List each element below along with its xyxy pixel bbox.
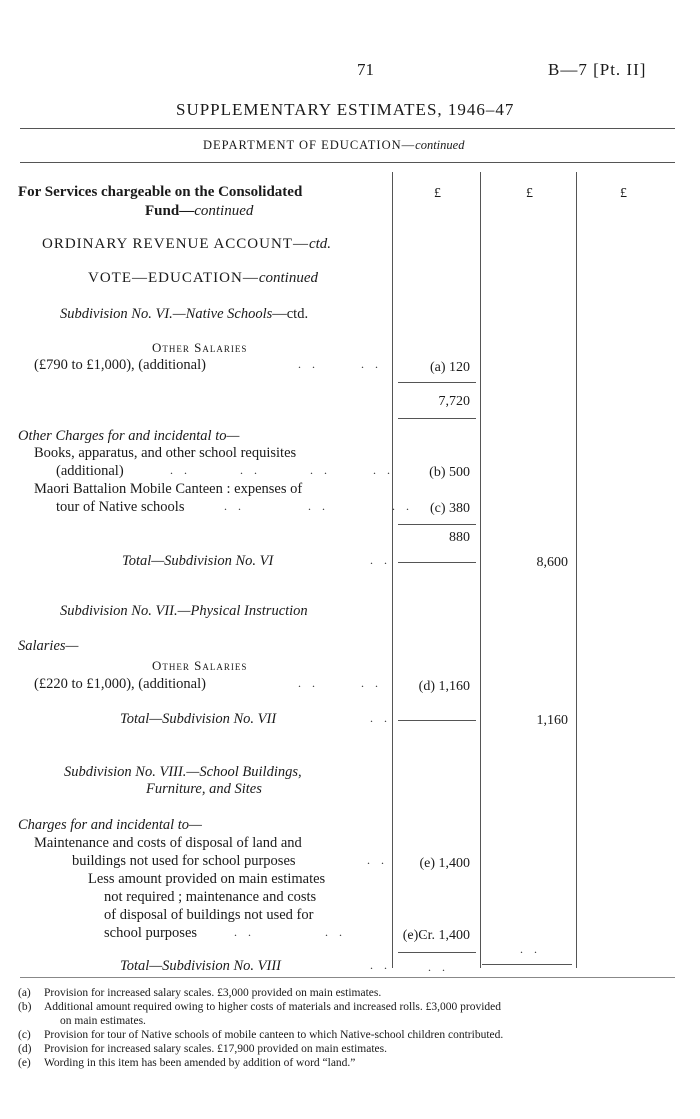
section-heading-line2 <box>145 203 253 220</box>
footnote-text: Provision for increased salary scales. £17,900 provided on main estimates. <box>44 1043 388 1055</box>
subdivision-8-charges: Charges for and incidental to— <box>18 817 202 833</box>
subdivision-6-title <box>60 306 308 323</box>
footnote-d <box>18 1042 682 1056</box>
subdivision-8-maint-line2: buildings not used for school purposes <box>72 853 296 869</box>
footnote-key: (d) <box>18 1043 32 1055</box>
dot-leader: . . <box>370 553 391 567</box>
dot-leader: . . . . . . <box>224 499 413 513</box>
total-rule <box>398 952 476 953</box>
subdivision-8-less-line2: not required ; maintenance and costs <box>104 889 317 905</box>
subdivision-8-title-line1: Subdivision No. VIII.—School Buildings, <box>64 764 302 780</box>
subdivision-6-salary-amount: (a) 120 <box>429 360 470 375</box>
footnote-e <box>18 1056 682 1070</box>
document-reference: B—7 [Pt. II] <box>548 60 647 79</box>
footnote-text: Additional amount required owing to higher costs of materials and increased rolls. £3,000 provided <box>44 1001 502 1013</box>
footnote-b-continued <box>18 1014 682 1028</box>
dot-leader: . . <box>370 958 391 972</box>
account-continued: ctd. <box>308 236 332 252</box>
subtotal-rule <box>398 382 476 383</box>
footnote-key: (b) <box>18 1001 32 1013</box>
subtotal-rule <box>398 418 476 419</box>
subdivision-7-salary-scale: (£220 to £1,000), (additional) <box>34 676 206 692</box>
subdivision-6-books-amount: (b) 500 <box>429 465 470 480</box>
subdivision-6-maori-line1: Maori Battalion Mobile Canteen : expenses of <box>34 481 303 497</box>
vote-heading <box>88 270 318 287</box>
footnote-rule <box>20 977 675 978</box>
department-continued: continued <box>415 138 465 152</box>
vote-continued: continued <box>258 270 318 286</box>
subdivision-7-salary-amount: (d) 1,160 <box>418 679 470 694</box>
subdivision-6-books-line1: Books, apparatus, and other school requisites <box>34 445 297 461</box>
subdivision-6-salary-scale: (£790 to £1,000), (additional) <box>34 357 206 373</box>
subdivision-8-less-line1: Less amount provided on main estimates <box>88 871 326 887</box>
dot-leader: . . . . . . <box>234 925 430 939</box>
total-rule <box>398 720 476 721</box>
subdivision-8-maint-amount: (e) 1,400 <box>419 856 470 871</box>
department-rule <box>20 162 675 163</box>
total-rule <box>482 964 572 965</box>
vote-label: VOTE—EDUCATION— <box>88 270 259 286</box>
column-3-dots: . . <box>520 942 541 956</box>
footnotes <box>18 986 682 1070</box>
subtotal-rule <box>398 524 476 525</box>
dot-leader: . . . . <box>298 357 382 371</box>
total-rule <box>398 562 476 563</box>
section-heading-continued: continued <box>194 203 254 219</box>
footnote-key: (a) <box>18 987 31 999</box>
dot-leader: . . <box>370 711 391 725</box>
page-title: SUPPLEMENTARY ESTIMATES, 1946–47 <box>176 100 515 119</box>
footnote-a <box>18 986 682 1000</box>
subdivision-8-total-amount: . . <box>428 960 449 974</box>
section-heading-fund: Fund— <box>145 203 195 219</box>
subdivision-8-maint-line1: Maintenance and costs of disposal of land and <box>34 835 302 851</box>
subdivision-6-other-salaries: Other Salaries <box>152 340 248 355</box>
column-header-3: £ <box>620 186 627 201</box>
page-number: 71 <box>357 60 374 79</box>
footnote-key: (e) <box>18 1057 31 1069</box>
subdivision-8-less-amount: (e)Cr. 1,400 <box>402 928 470 943</box>
column-rule-1 <box>392 172 393 968</box>
section-heading: For Services chargeable on the Consolidated <box>18 184 303 200</box>
subdivision-7-salaries: Salaries— <box>18 638 79 654</box>
subdivision-6-total-label: Total—Subdivision No. VI <box>122 553 274 569</box>
subdivision-6-maori-line2: tour of Native schools <box>56 499 185 515</box>
subdivision-8-less-line3: of disposal of buildings not used for <box>104 907 314 923</box>
subdivision-8-total-label: Total—Subdivision No. VIII <box>120 958 281 974</box>
column-header-2: £ <box>526 186 533 201</box>
subdivision-6-maori-amount: (c) 380 <box>429 501 470 516</box>
dot-leader: . . . . . . . . <box>170 463 394 477</box>
account-label: ORDINARY REVENUE ACCOUNT— <box>42 236 309 252</box>
column-rule-2 <box>480 172 481 968</box>
subdivision-7-total-amount: 1,160 <box>536 713 568 728</box>
title-rule <box>20 128 675 129</box>
subdivision-6-other-charges: Other Charges for and incidental to— <box>18 428 240 444</box>
footnote-b <box>18 1000 682 1014</box>
subdivision-6-charges-total: 880 <box>449 530 470 545</box>
footnote-text: Wording in this item has been amended by addition of word “land.” <box>44 1057 356 1069</box>
subdivision-6-total-amount: 8,600 <box>536 555 568 570</box>
department-label: DEPARTMENT OF EDUCATION— <box>203 138 416 152</box>
department-heading <box>203 138 464 153</box>
footnote-c <box>18 1028 682 1042</box>
dot-leader: . . . . <box>298 676 382 690</box>
subdivision-8-less-line4: school purposes <box>104 925 198 941</box>
subdivision-6-subtotal: 7,720 <box>438 394 470 409</box>
subdivision-7-other-salaries: Other Salaries <box>152 658 248 673</box>
subdivision-7-total-label: Total—Subdivision No. VII <box>120 711 277 727</box>
column-header-1: £ <box>434 186 441 201</box>
footnote-key: (c) <box>18 1029 31 1041</box>
dot-leader: . . <box>367 853 388 867</box>
footnote-text: Provision for tour of Native schools of mobile canteen to which Native-school children contributed. <box>44 1029 504 1041</box>
subdivision-7-title: Subdivision No. VII.—Physical Instruction <box>60 603 308 619</box>
footnote-text: on main estimates. <box>60 1015 146 1027</box>
footnote-text: Provision for increased salary scales. £3,000 provided on main estimates. <box>44 987 382 999</box>
subdivision-6-title-main: Subdivision No. VI.—Native Schools <box>60 306 273 322</box>
column-rule-3 <box>576 172 577 968</box>
subdivision-6-title-ctd: —ctd. <box>272 306 309 322</box>
account-heading <box>42 236 331 253</box>
subdivision-6-books-line2: (additional) <box>56 463 124 479</box>
subdivision-8-title-line2: Furniture, and Sites <box>146 781 262 797</box>
